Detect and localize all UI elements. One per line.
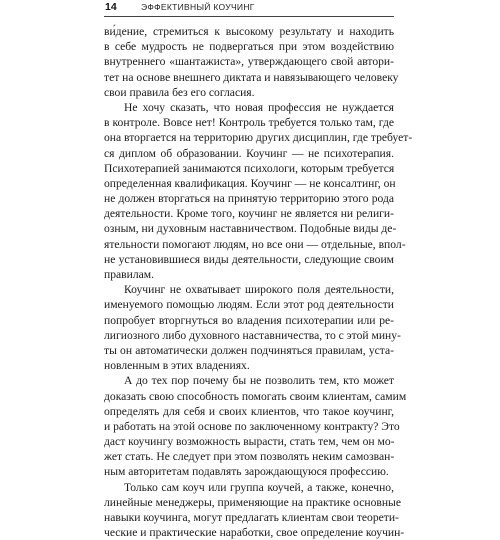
text-line: правилам.: [104, 268, 154, 281]
text-line: лигиозного либо духовного наставничества, то с этой мину-: [104, 328, 401, 342]
text-line: в себе мудрость не подвергаться при этом воздействию: [104, 40, 394, 54]
header-rule: [104, 16, 394, 17]
text-line: внутреннего «шантажиста», утверждающего свой автори-: [104, 55, 394, 69]
text-line: озным, ни духовным наставничеством. Подобные виды де-: [104, 222, 397, 236]
text-line: не установившиеся виды деятельности, следующие своим: [104, 252, 394, 266]
page-number: 14: [105, 1, 117, 13]
running-title: ЭФФЕКТИВНЫЙ КОУЧИНГ: [141, 2, 255, 12]
text-line: Психотерапией занимаются психологи, которым требуется: [104, 161, 395, 175]
text-line: ным авторитетам подавлять зарождающуюся профессию.: [104, 465, 389, 479]
text-line: жет стать. Не следует при этом позволять неким самозван-: [104, 450, 395, 464]
text-line: именуемого помощью людям. Если этот род деятельности: [104, 298, 394, 312]
text-line: Не хочу сказать, что новая профессия не нуждается: [124, 100, 394, 114]
text-line: новленным в этих владениях.: [104, 359, 250, 373]
text-line: определенная квалификация. Коучинг — не консалтинг, он: [104, 176, 396, 190]
text-line: ся диплом об образовании. Коучинг — не психотерапия.: [104, 146, 394, 160]
page-header: [0, 0, 500, 19]
text-line: ви́дение, стремиться к высокому результату и находить: [104, 25, 394, 38]
text-line: навыки коучинга, могут предлагать клиентам свои теорети-: [104, 511, 399, 524]
text-line: Только сам коуч или группа коучей, а также, конечно,: [124, 480, 394, 494]
text-line: определять для себя и своих клиентов, что такое коучинг,: [104, 404, 394, 418]
text-line: ты он автоматически должен подчиняться правилам, уста-: [104, 343, 394, 357]
text-line: она вторгается на территорию других дисциплин, где требует-: [104, 131, 413, 145]
paragraph: [104, 100, 413, 282]
text-line: А до тех пор почему бы не позволить тем, кто может: [124, 374, 394, 388]
text-line: даст коучингу возможность вырасти, стать тем, чем он мо-: [104, 435, 395, 449]
text-line: доказать свою способность помогать своим клиентам, самим: [104, 389, 407, 403]
text-line: линейные менеджеры, применяющие на практике основные: [104, 495, 401, 509]
paragraph: [104, 480, 405, 540]
text-line: не должен вторгаться на принятую территорию этого рода: [104, 192, 394, 206]
paragraph: [104, 373, 407, 479]
paragraph: [104, 24, 399, 100]
body-text: [104, 24, 413, 540]
text-line: свои правила без его согласия.: [104, 85, 255, 99]
text-line: в контроле. Вовсе нет! Контроль требуется только там, где: [104, 116, 394, 130]
text-line: попробует вторгнуться во владения психотерапии или ре-: [104, 313, 394, 327]
text-line: и работать на этой основе по заключенному контракту? Это: [104, 419, 400, 433]
text-line: Коучинг не охватывает широкого поля деятельности,: [124, 283, 394, 297]
paragraph: [104, 282, 401, 373]
text-line: ческие и практические наработки, свое определение коучин-: [104, 526, 405, 540]
text-line: деятельности. Кроме того, коучинг не является ни религи-: [104, 207, 394, 221]
text-line: ятельности помогают людям, но все они — отдельные, впол-: [104, 237, 406, 251]
text-line: тет на основе внешнего диктата и навязывающего человеку: [104, 70, 399, 84]
